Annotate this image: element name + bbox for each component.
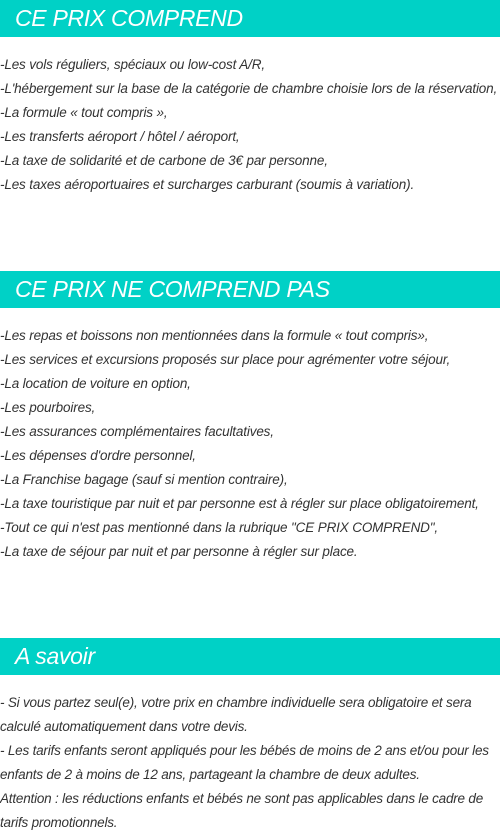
excludes-item: -La Franchise bagage (sauf si mention contraire), bbox=[0, 472, 288, 487]
info-item: - Si vous partez seul(e), votre prix en chambre individuelle sera obligatoire et sera calculé automatiquement dans votre devis. bbox=[0, 695, 472, 734]
includes-item: -Les vols réguliers, spéciaux ou low-cost A/R, bbox=[0, 57, 265, 72]
includes-item: -La taxe de solidarité et de carbone de 3€ par personne, bbox=[0, 153, 328, 168]
includes-item: -Les taxes aéroportuaires et surcharges carburant (soumis à variation). bbox=[0, 177, 415, 192]
excludes-item: -Les services et excursions proposés sur place pour agrémenter votre séjour, bbox=[0, 352, 451, 367]
excludes-title: CE PRIX NE COMPREND PAS bbox=[15, 276, 330, 302]
includes-item: -L'hébergement sur la base de la catégorie de chambre choisie lors de la réservation, bbox=[0, 81, 498, 96]
info-title: A savoir bbox=[15, 643, 95, 669]
excludes-item: -Les assurances complémentaires facultatives, bbox=[0, 424, 274, 439]
excludes-item: -Les pourboires, bbox=[0, 400, 96, 415]
excludes-item: -La location de voiture en option, bbox=[0, 376, 191, 391]
includes-item: -La formule « tout compris », bbox=[0, 105, 168, 120]
excludes-list bbox=[0, 324, 500, 564]
includes-item: -Les transferts aéroport / hôtel / aéroport, bbox=[0, 129, 240, 144]
excludes-item: -Les repas et boissons non mentionnées dans la formule « tout compris», bbox=[0, 328, 429, 343]
info-item: - Les tarifs enfants seront appliqués pour les bébés de moins de 2 ans et/ou pour les enfants de 2 à moins de 12 ans, partageant la chambre de deux adultes. bbox=[0, 743, 489, 782]
includes-title: CE PRIX COMPREND bbox=[15, 5, 243, 31]
info-list bbox=[0, 691, 500, 835]
includes-list bbox=[0, 53, 500, 197]
excludes-item: -Les dépenses d'ordre personnel, bbox=[0, 448, 196, 463]
excludes-item: -La taxe de séjour par nuit et par personne à régler sur place. bbox=[0, 544, 358, 559]
info-item: Attention : les réductions enfants et bébés ne sont pas applicables dans le cadre de tarifs promotionnels. bbox=[0, 791, 484, 830]
excludes-header bbox=[0, 271, 500, 308]
includes-header bbox=[0, 0, 500, 37]
info-header bbox=[0, 638, 500, 675]
excludes-item: -Tout ce qui n'est pas mentionné dans la rubrique "CE PRIX COMPREND", bbox=[0, 520, 439, 535]
excludes-item: -La taxe touristique par nuit et par personne est à régler sur place obligatoirement, bbox=[0, 496, 479, 511]
